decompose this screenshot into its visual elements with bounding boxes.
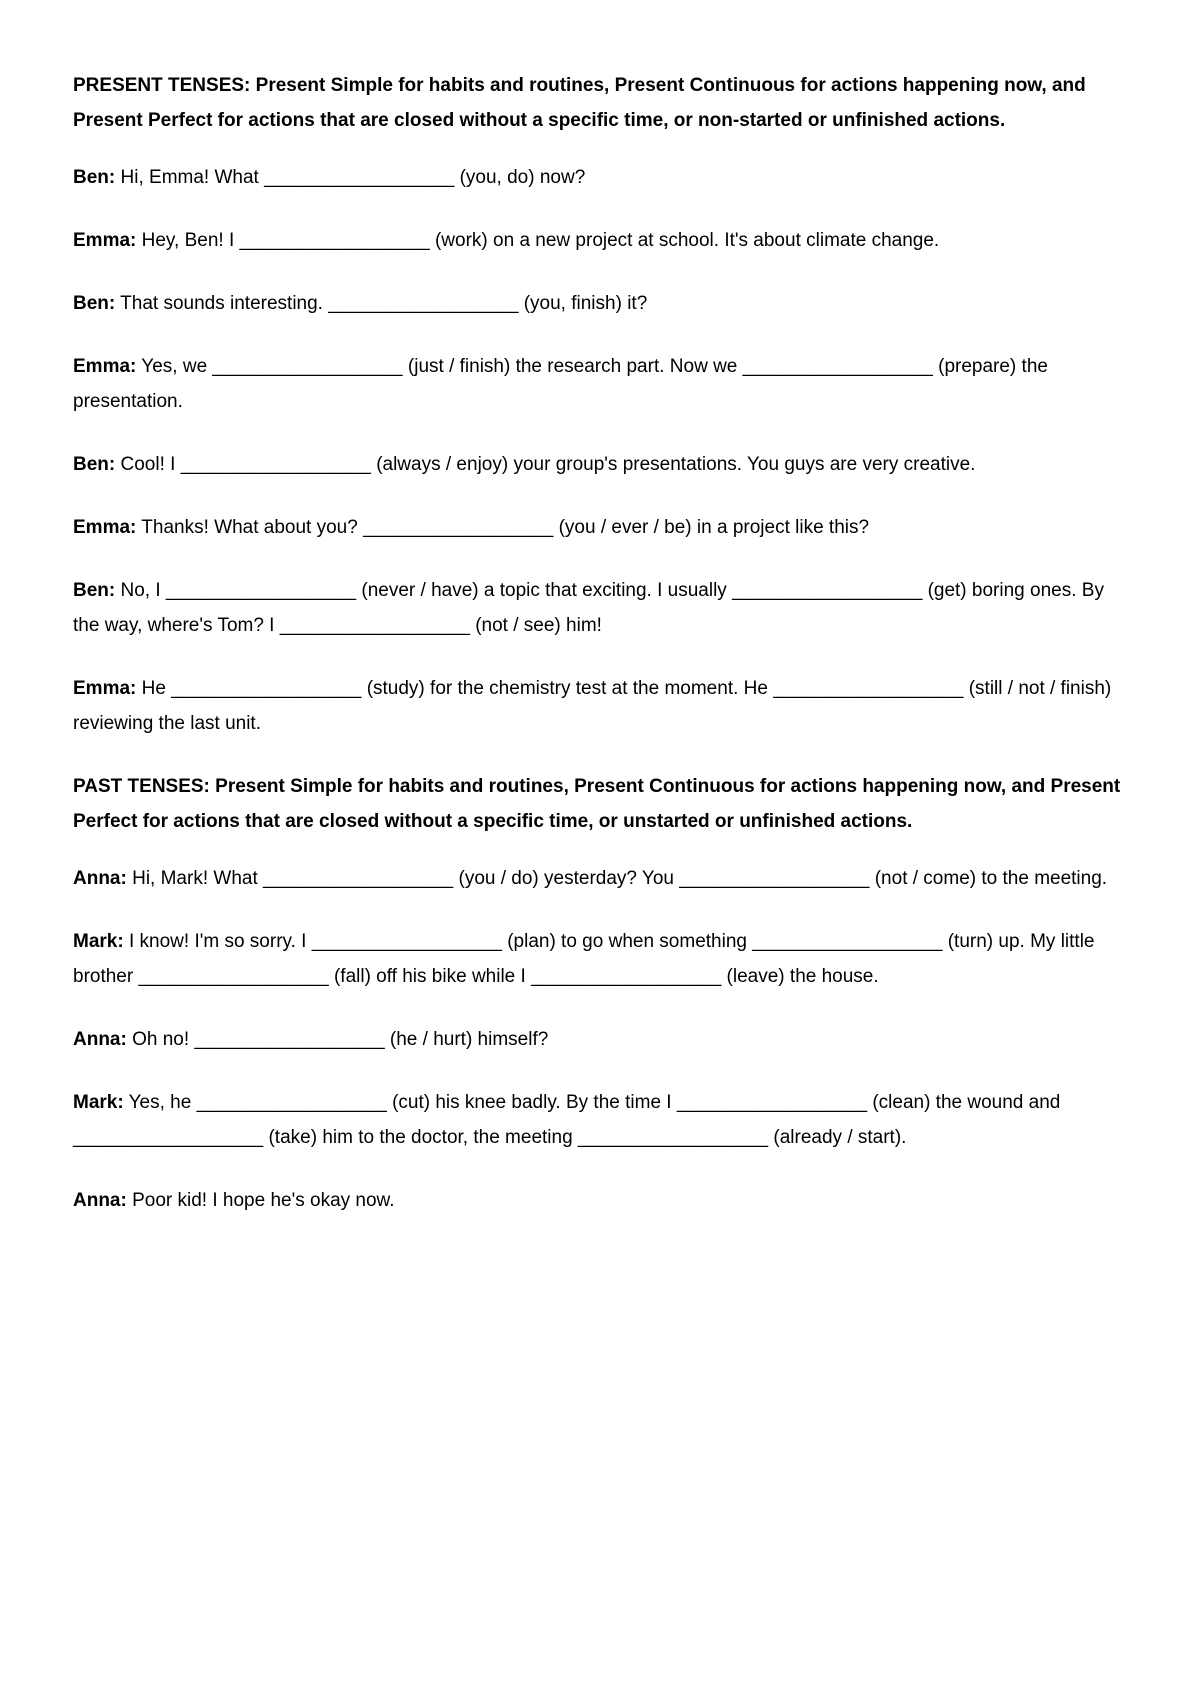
- dialogue-line: [73, 671, 1135, 741]
- speaker-name: Emma:: [73, 230, 137, 251]
- section-heading-past: PAST TENSES: Present Simple for habits and routines, Present Continuous for actions happening now, and Present Perfect for actions that are closed without a specific time, or unstarted or unfinished actions.: [73, 776, 1121, 832]
- dialogue-text: No, I __________________ (never / have) a topic that exciting. I usually __________________ (get) boring ones. By the way, where's Tom? I __________________ (not / see) him!: [73, 580, 1104, 636]
- dialogue-text: Yes, we __________________ (just / finish) the research part. Now we __________________ (prepare) the presentation.: [73, 356, 1048, 412]
- dialogue-line: [73, 924, 1135, 994]
- dialogue-line: [73, 447, 1135, 482]
- speaker-name: Ben:: [73, 293, 116, 314]
- dialogue-line: [73, 573, 1135, 643]
- dialogue-text: Cool! I __________________ (always / enjoy) your group's presentations. You guys are very creative.: [120, 454, 976, 475]
- speaker-name: Ben:: [73, 167, 116, 188]
- dialogue-line: [73, 1085, 1135, 1155]
- dialogue-line: [73, 349, 1135, 419]
- speaker-name: Anna:: [73, 868, 127, 889]
- speaker-name: Anna:: [73, 1029, 127, 1050]
- dialogue-text: That sounds interesting. __________________ (you, finish) it?: [120, 293, 648, 314]
- dialogue-text: Hi, Emma! What __________________ (you, do) now?: [120, 167, 586, 188]
- speaker-name: Emma:: [73, 356, 137, 377]
- dialogue-line: [73, 286, 1135, 321]
- dialogue-line: [73, 1183, 1135, 1218]
- dialogue-text: Oh no! __________________ (he / hurt) himself?: [132, 1029, 549, 1050]
- speaker-name: Ben:: [73, 580, 116, 601]
- dialogue-line: [73, 1022, 1135, 1057]
- speaker-name: Mark:: [73, 1092, 124, 1113]
- dialogue-text: Yes, he __________________ (cut) his knee badly. By the time I __________________ (clean) the wound and __________________ (take) him to the doctor, the meeting __________________ (already / start).: [73, 1092, 1061, 1148]
- dialogue-line: [73, 510, 1135, 545]
- dialogue-text: Thanks! What about you? __________________ (you / ever / be) in a project like this?: [141, 517, 870, 538]
- worksheet-page: [73, 68, 1135, 1246]
- speaker-name: Emma:: [73, 517, 137, 538]
- section-heading-present: PRESENT TENSES: Present Simple for habits and routines, Present Continuous for actions happening now, and Present Perfect for actions that are closed without a specific time, or non-started or unfinished actions.: [73, 75, 1086, 131]
- dialogue-text: Hey, Ben! I __________________ (work) on a new project at school. It's about climate change.: [141, 230, 940, 251]
- dialogue-line: [73, 223, 1135, 258]
- speaker-name: Emma:: [73, 678, 137, 699]
- dialogue-text: He __________________ (study) for the chemistry test at the moment. He __________________ (still / not / finish) reviewing the last unit.: [73, 678, 1112, 734]
- dialogue-text: Poor kid! I hope he's okay now.: [132, 1190, 395, 1211]
- dialogue-text: Hi, Mark! What __________________ (you / do) yesterday? You __________________ (not / come) to the meeting.: [132, 868, 1108, 889]
- dialogue-line: [73, 861, 1135, 896]
- speaker-name: Ben:: [73, 454, 116, 475]
- speaker-name: Anna:: [73, 1190, 127, 1211]
- speaker-name: Mark:: [73, 931, 124, 952]
- dialogue-line: [73, 160, 1135, 195]
- dialogue-text: I know! I'm so sorry. I __________________ (plan) to go when something __________________ (turn) up. My little brother __________________ (fall) off his bike while I __________________ (leave) the house.: [73, 931, 1095, 987]
